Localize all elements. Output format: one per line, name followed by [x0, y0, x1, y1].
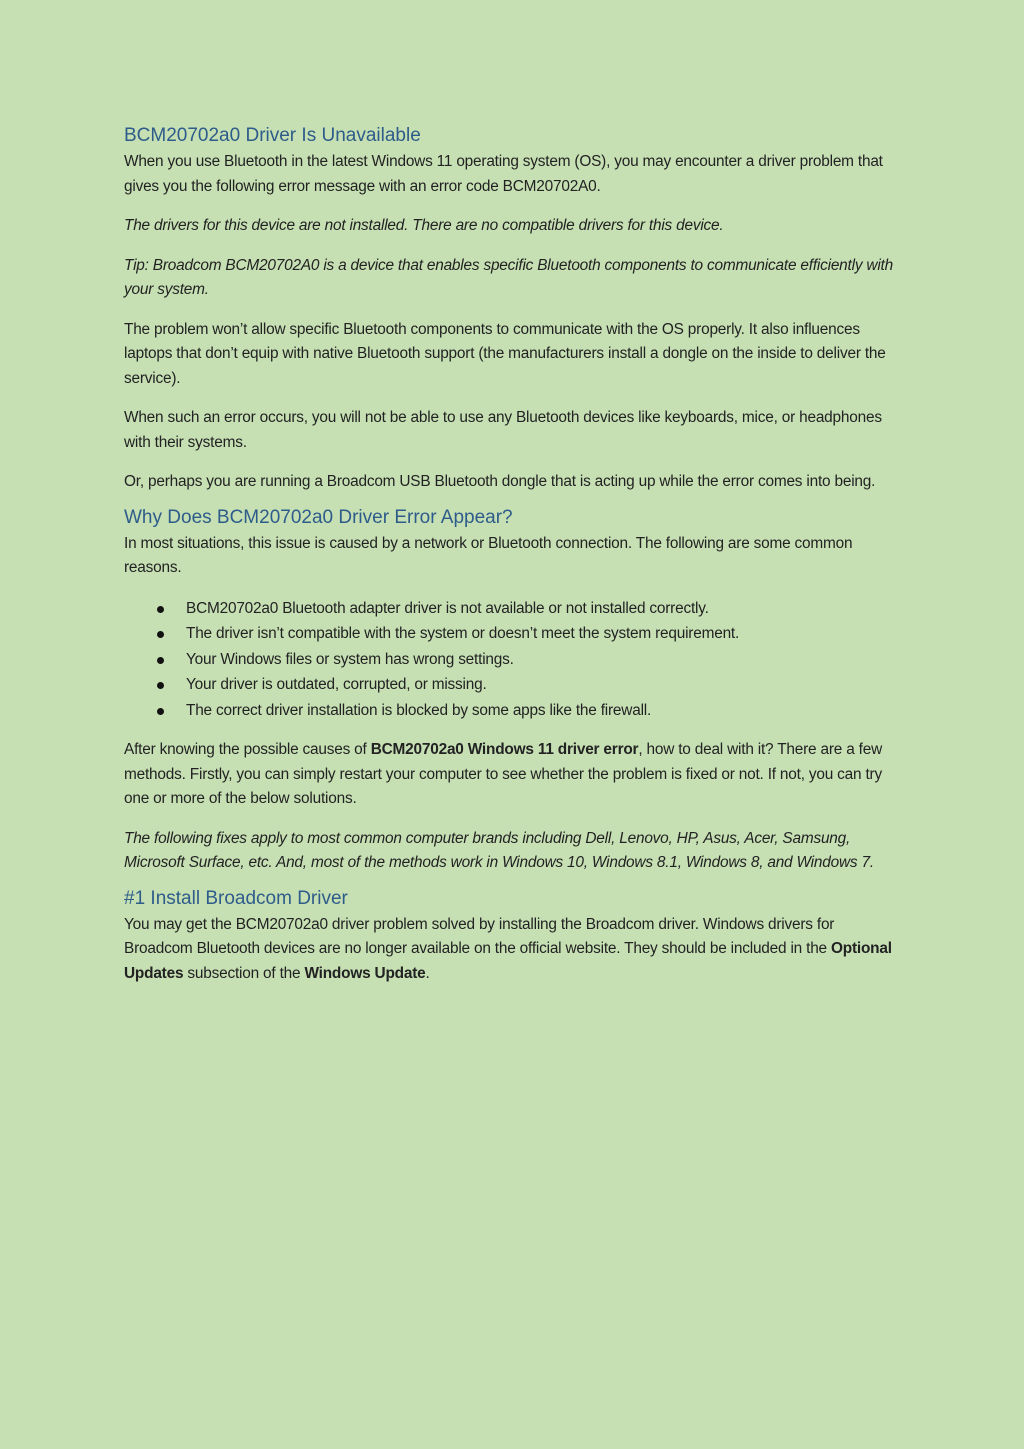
bullet-icon	[157, 631, 164, 638]
paragraph-install-driver: You may get the BCM20702a0 driver problem solved by installing the Broadcom driver. Windows drivers for Broadcom Bluetooth devices are no longer available on the official website. They should be included in the Optional Updates subsection of the Windows Update.	[124, 915, 892, 982]
list-item: Your Windows files or system has wrong settings.	[124, 647, 904, 673]
document-content	[124, 122, 904, 1001]
list-item: Your driver is outdated, corrupted, or missing.	[124, 672, 904, 698]
section-heading-unavailable: BCM20702a0 Driver Is Unavailable	[124, 125, 421, 146]
section-heading-why: Why Does BCM20702a0 Driver Error Appear?	[124, 506, 513, 528]
bullet-icon	[157, 682, 164, 689]
list-item: BCM20702a0 Bluetooth adapter driver is not available or not installed correctly.	[124, 596, 904, 622]
bold-error-name: BCM20702a0 Windows 11 driver error	[370, 741, 639, 758]
bullet-icon	[157, 606, 164, 613]
tip-paragraph: Tip: Broadcom BCM20702A0 is a device that enables specific Bluetooth components to communicate efficiently with your system.	[124, 256, 893, 298]
paragraph-after-knowing: After knowing the possible causes of BCM20702a0 Windows 11 driver error, how to deal with it? There are a few methods. Firstly, you can simply restart your computer to see whether the problem is fixed or not. If not, you can try one or more of the below solutions.	[124, 741, 882, 807]
list-item: The correct driver installation is blocked by some apps like the firewall.	[124, 698, 904, 724]
paragraph-error-occurs: When such an error occurs, you will not be able to use any Bluetooth devices like keyboards, mice, or headphones with their systems.	[124, 409, 882, 451]
section-heading-install: #1 Install Broadcom Driver	[124, 887, 348, 909]
paragraph-fixes-apply: The following fixes apply to most common computer brands including Dell, Lenovo, HP, Asus, Acer, Samsung, Microsoft Surface, etc. And, most of the methods work in Windows 10, Windows 8.1, Windows 8, and Windows 7.	[124, 829, 874, 871]
bullet-icon	[157, 708, 164, 715]
error-message-quote: The drivers for this device are not installed. There are no compatible drivers for this device.	[124, 217, 724, 234]
paragraph-problem: The problem won’t allow specific Bluetooth components to communicate with the OS properly. It also influences laptops that don’t equip with native Bluetooth support (the manufacturers install a dongle on the inside to deliver the service).	[124, 320, 886, 387]
bold-optional-updates: Optional Updates	[124, 940, 892, 982]
paragraph-dongle: Or, perhaps you are running a Broadcom USB Bluetooth dongle that is acting up while the error comes into being.	[124, 473, 876, 490]
paragraph-situations: In most situations, this issue is caused by a network or Bluetooth connection. The following are some common reasons.	[124, 534, 853, 576]
paragraph-intro: When you use Bluetooth in the latest Windows 11 operating system (OS), you may encounter a driver problem that gives you the following error message with an error code BCM20702A0.	[124, 153, 883, 195]
list-item: The driver isn’t compatible with the system or doesn’t meet the system requirement.	[124, 621, 904, 647]
reasons-list	[124, 596, 904, 724]
bold-windows-update: Windows Update	[304, 964, 426, 982]
bullet-icon	[157, 657, 164, 664]
